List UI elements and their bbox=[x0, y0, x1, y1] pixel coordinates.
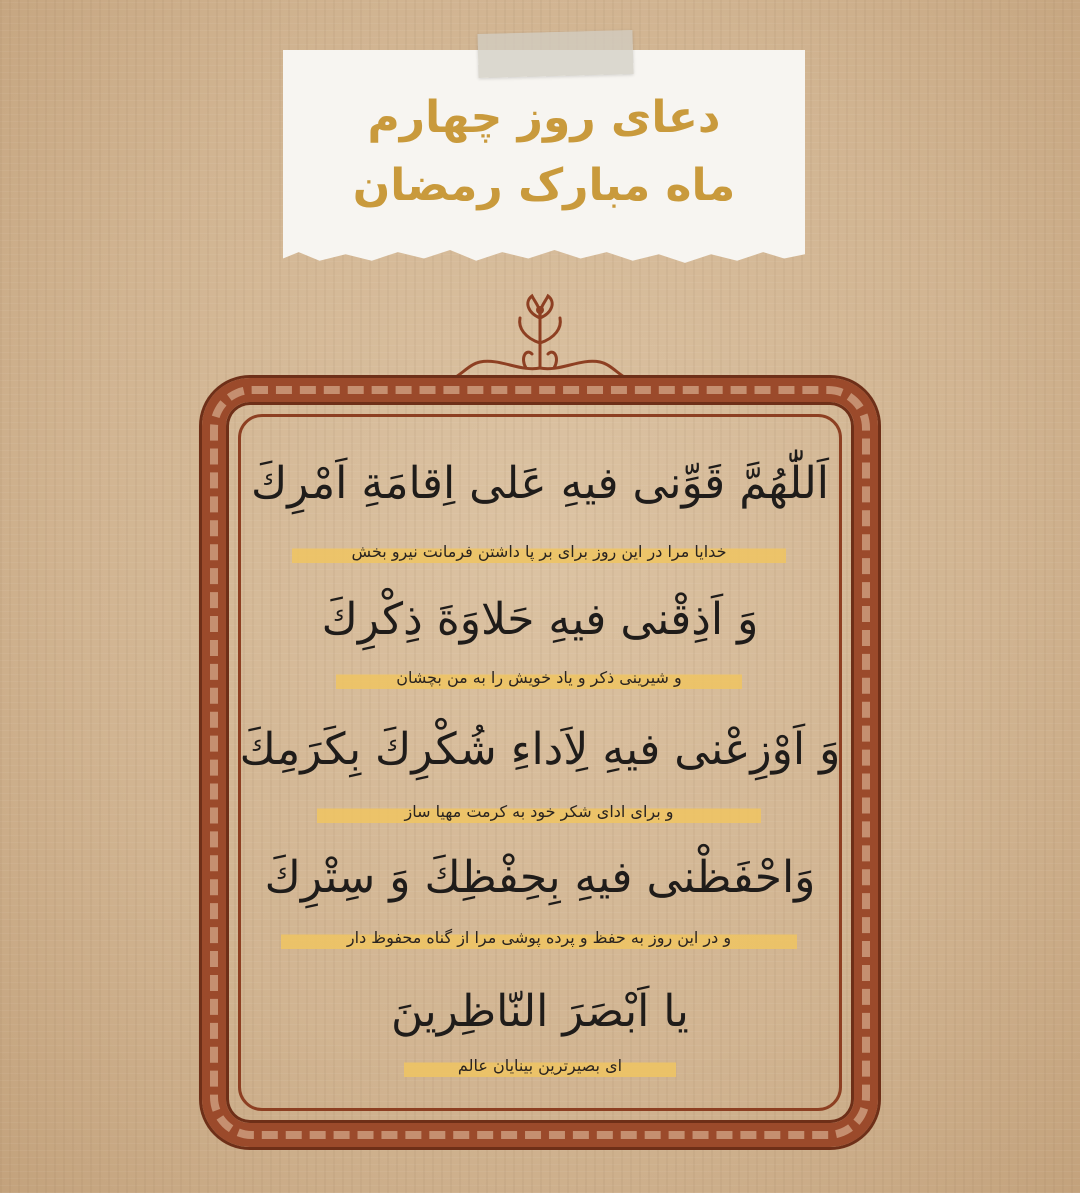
verse-5-translation: ای بصیرترین بینایان عالم bbox=[404, 1054, 676, 1077]
verse-2-arabic: وَ اَذِقْنى فيهِ حَلاوَةَ ذِكْرِكَ bbox=[321, 594, 759, 645]
title-line-2: ماه مبارک رمضان bbox=[352, 160, 736, 211]
verse-5-arabic: يا اَبْصَرَ النّاظِرينَ bbox=[391, 986, 689, 1037]
tape-strip bbox=[477, 30, 633, 78]
floral-ornament-icon bbox=[440, 288, 640, 388]
verse-1-translation: خدایا مرا در این روز برای بر پا داشتن فرمانت نیرو بخش bbox=[292, 540, 786, 563]
title-note-paper bbox=[283, 50, 805, 265]
verse-2-translation: و شیرینی ذکر و یاد خویش را به من بچشان bbox=[336, 666, 742, 689]
verse-4-arabic: وَاحْفَظْنى فيهِ بِحِفْظِكَ وَ سِتْرِكَ bbox=[264, 852, 816, 903]
verse-1-arabic: اَللّٰهُمَّ قَوِّنى فيهِ عَلى اِقامَةِ اَمْرِكَ bbox=[251, 458, 829, 509]
verse-3-arabic: وَ اَوْزِعْنى فيهِ لِاَداءِ شُكْرِكَ بِكَرَمِكَ bbox=[239, 724, 841, 775]
verse-3-translation: و برای ادای شکر خود به کرمت مهیا ساز bbox=[317, 800, 761, 823]
title-line-1: دعای روز چهارم bbox=[367, 92, 721, 143]
verse-4-translation: و در این روز به حفظ و پرده پوشی مرا از گناه محفوظ دار bbox=[281, 926, 797, 949]
